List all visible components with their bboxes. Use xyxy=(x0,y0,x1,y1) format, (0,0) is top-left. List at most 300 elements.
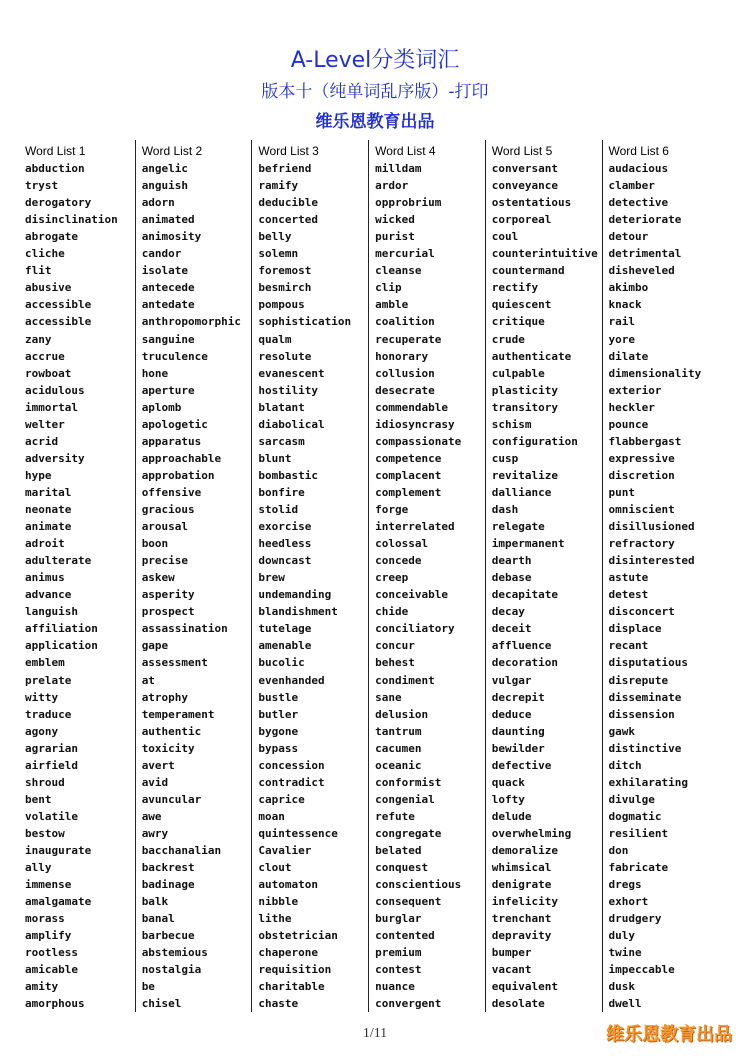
vocabulary-word: disinclination xyxy=(25,213,118,227)
vocabulary-word: counterintuitive xyxy=(491,247,598,261)
vocabulary-word: conquest xyxy=(375,861,429,875)
vocabulary-word: disheveled xyxy=(608,264,675,278)
vocabulary-word: disputatious xyxy=(608,656,688,670)
word-list-title: Word List 4 xyxy=(375,144,436,158)
vocabulary-word: conversant xyxy=(491,162,559,175)
vocabulary-word: behest xyxy=(375,656,415,670)
vocabulary-word: rowboat xyxy=(25,366,72,380)
vocabulary-word: competence xyxy=(375,451,442,465)
vocabulary-word: bonfire xyxy=(258,485,305,499)
vocabulary-word: twine xyxy=(608,946,642,960)
vocabulary-word: contradict xyxy=(258,775,325,789)
vocabulary-word: cacumen xyxy=(375,741,422,755)
vocabulary-word: coul xyxy=(491,230,519,244)
vocabulary-word: conformist xyxy=(375,775,442,789)
vocabulary-word: critique xyxy=(491,315,545,329)
vocabulary-word: disconcert xyxy=(608,605,675,619)
vocabulary-word: drudgery xyxy=(608,912,662,926)
vocabulary-word: disseminate xyxy=(608,690,682,704)
vocabulary-word: knack xyxy=(608,298,642,312)
vocabulary-word: obstetrician xyxy=(258,929,338,943)
vocabulary-word: heckler xyxy=(608,400,655,414)
vocabulary-word: barbecue xyxy=(141,929,195,943)
vocabulary-word: nibble xyxy=(258,895,299,909)
vocabulary-word: consequent xyxy=(375,895,442,909)
vocabulary-word: angelic xyxy=(141,162,189,175)
vocabulary-word: brew xyxy=(258,571,285,585)
vocabulary-word: aperture xyxy=(141,383,195,397)
vocabulary-word: hone xyxy=(141,366,169,380)
vocabulary-word: disillusioned xyxy=(608,520,695,534)
vocabulary-word: sanguine xyxy=(141,332,195,346)
vocabulary-word: avert xyxy=(141,758,175,772)
vocabulary-word: chaperone xyxy=(258,946,318,960)
vocabulary-word: punt xyxy=(608,485,635,499)
vocabulary-word: welter xyxy=(25,417,65,431)
vocabulary-word: butler xyxy=(258,707,299,721)
vocabulary-word: agrarian xyxy=(25,741,78,755)
vocabulary-word: flabbergast xyxy=(608,434,682,448)
vocabulary-word: plasticity xyxy=(491,383,559,397)
vocabulary-word: avuncular xyxy=(141,792,202,806)
vocabulary-word: fabricate xyxy=(608,861,669,875)
vocabulary-word: quiescent xyxy=(491,298,552,312)
vocabulary-word: commendable xyxy=(375,400,448,414)
vocabulary-word: prospect xyxy=(141,605,195,619)
vocabulary-word: antecede xyxy=(141,281,195,295)
vocabulary-word: assassination xyxy=(141,622,228,636)
vocabulary-word: airfield xyxy=(25,758,78,772)
vocabulary-word: antedate xyxy=(141,298,195,312)
vocabulary-word: foremost xyxy=(258,264,312,278)
vocabulary-word: animated xyxy=(141,213,195,227)
vocabulary-word: askew xyxy=(141,571,175,585)
vocabulary-word: infelicity xyxy=(491,895,559,909)
vocabulary-word: neonate xyxy=(25,503,72,516)
vocabulary-word: bombastic xyxy=(258,468,318,482)
vocabulary-word: ally xyxy=(25,861,52,875)
publisher-watermark: 维乐恩教育出品 xyxy=(606,1024,732,1045)
word-list-column xyxy=(370,140,487,1012)
vocabulary-word: conscientious xyxy=(375,878,462,892)
vocabulary-word: concession xyxy=(258,758,325,772)
vocabulary-word: disrepute xyxy=(608,673,669,687)
vocabulary-word: belated xyxy=(375,844,422,857)
vocabulary-word: bacchanalian xyxy=(141,844,222,857)
vocabulary-word: dalliance xyxy=(491,485,552,499)
vocabulary-word: wicked xyxy=(375,213,415,227)
vocabulary-word: tantrum xyxy=(375,724,422,738)
vocabulary-word: denigrate xyxy=(491,878,552,892)
vocabulary-word: ramify xyxy=(258,179,299,193)
vocabulary-word: assessment xyxy=(141,656,208,670)
vocabulary-word: volatile xyxy=(25,809,78,823)
vocabulary-word: apparatus xyxy=(141,434,202,448)
document-title: A-Level分类词汇 xyxy=(290,48,460,73)
vocabulary-word: deteriorate xyxy=(608,213,682,227)
vocabulary-word: impeccable xyxy=(608,963,675,977)
vocabulary-word: heedless xyxy=(258,537,312,551)
vocabulary-word: amenable xyxy=(258,639,312,653)
vocabulary-word: adulterate xyxy=(25,554,92,568)
vocabulary-word: isolate xyxy=(141,264,189,278)
vocabulary-word: conceivable xyxy=(375,588,448,602)
vocabulary-word: shroud xyxy=(25,775,65,789)
vocabulary-word: abrogate xyxy=(25,230,78,244)
vocabulary-word: defective xyxy=(491,758,552,772)
vocabulary-word: distinctive xyxy=(608,741,682,755)
vocabulary-word: quack xyxy=(491,775,525,789)
vocabulary-word: toxicity xyxy=(141,741,195,755)
vocabulary-word: witty xyxy=(25,690,59,704)
vocabulary-word: blandishment xyxy=(258,605,338,619)
vocabulary-word: acrid xyxy=(25,434,59,448)
vocabulary-word: marital xyxy=(25,485,72,499)
column-divider xyxy=(368,140,369,1012)
vocabulary-word: languish xyxy=(25,605,78,619)
vocabulary-word: bestow xyxy=(25,826,65,840)
vocabulary-word: accessible xyxy=(25,315,92,329)
vocabulary-word: divulge xyxy=(608,792,655,806)
vocabulary-word: atrophy xyxy=(141,690,189,704)
vocabulary-word: rail xyxy=(608,315,635,329)
page-number: 1/11 xyxy=(362,1026,388,1041)
vocabulary-word: dearth xyxy=(491,554,532,568)
word-list-title: Word List 6 xyxy=(608,144,669,158)
vocabulary-word: gracious xyxy=(141,503,195,516)
word-list-column xyxy=(253,140,370,1012)
vocabulary-word: anguish xyxy=(141,179,189,193)
vocabulary-word: amble xyxy=(375,298,409,312)
vocabulary-word: delusion xyxy=(375,707,429,721)
vocabulary-word: purist xyxy=(375,230,415,244)
vocabulary-word: exhort xyxy=(608,895,649,909)
vocabulary-word: abusive xyxy=(25,281,72,295)
vocabulary-word: arousal xyxy=(141,520,189,534)
vocabulary-word: delude xyxy=(491,809,532,823)
vocabulary-word: crude xyxy=(491,332,525,346)
vocabulary-word: aplomb xyxy=(141,400,182,414)
vocabulary-word: inaugurate xyxy=(25,844,92,857)
vocabulary-word: opprobrium xyxy=(375,196,442,210)
vocabulary-word: depravity xyxy=(491,929,552,943)
vocabulary-word: blunt xyxy=(258,451,292,465)
vocabulary-word: cusp xyxy=(491,451,519,465)
vocabulary-word: contented xyxy=(375,929,435,943)
vocabulary-word: forge xyxy=(375,503,409,516)
vocabulary-word: disinterested xyxy=(608,554,695,568)
vocabulary-word: amplify xyxy=(25,929,72,943)
vocabulary-word: don xyxy=(608,844,629,857)
vocabulary-word: solemn xyxy=(258,247,299,261)
vocabulary-word: decrepit xyxy=(491,690,545,704)
vocabulary-word: equivalent xyxy=(491,980,559,994)
vocabulary-word: decapitate xyxy=(491,588,559,602)
vocabulary-word: duly xyxy=(608,929,635,943)
vocabulary-word: burglar xyxy=(375,912,422,926)
vocabulary-word: interrelated xyxy=(375,520,455,534)
vocabulary-word: dilate xyxy=(608,349,649,363)
vocabulary-word: chide xyxy=(375,605,409,619)
vocabulary-word: oceanic xyxy=(375,758,422,772)
vocabulary-word: concur xyxy=(375,639,415,653)
vocabulary-word: immortal xyxy=(25,400,78,414)
vocabulary-word: coalition xyxy=(375,315,435,329)
vocabulary-word: animate xyxy=(25,520,72,534)
vocabulary-word: exorcise xyxy=(258,520,312,534)
vocabulary-word: caprice xyxy=(258,792,305,806)
vocabulary-word: congregate xyxy=(375,826,442,840)
vocabulary-word: recant xyxy=(608,639,649,653)
vocabulary-word: zany xyxy=(25,332,52,346)
vocabulary-word: candor xyxy=(141,247,182,261)
vocabulary-word: daunting xyxy=(491,724,545,738)
vocabulary-word: authentic xyxy=(141,724,202,738)
vocabulary-word: whimsical xyxy=(491,861,552,875)
vocabulary-word: offensive xyxy=(141,485,202,499)
column-divider xyxy=(602,140,603,1012)
vocabulary-word: culpable xyxy=(491,366,545,380)
vocabulary-word: contest xyxy=(375,963,422,977)
vocabulary-word: yore xyxy=(608,332,635,346)
vocabulary-word: overwhelming xyxy=(491,826,572,840)
vocabulary-word: clamber xyxy=(608,179,655,193)
vocabulary-word: complement xyxy=(375,485,442,499)
vocabulary-word: ostentatious xyxy=(491,196,572,210)
vocabulary-word: deducible xyxy=(258,196,318,210)
vocabulary-word: affluence xyxy=(491,639,552,653)
word-list-title: Word List 2 xyxy=(141,144,203,158)
document-header xyxy=(0,44,750,136)
vocabulary-word: sane xyxy=(375,690,402,704)
vocabulary-word: premium xyxy=(375,946,422,960)
vocabulary-word: astute xyxy=(608,571,649,585)
vocabulary-word: Cavalier xyxy=(258,844,312,857)
vocabulary-word: detective xyxy=(608,196,669,210)
vocabulary-word: avid xyxy=(141,775,169,789)
vocabulary-word: conciliatory xyxy=(375,622,455,636)
vocabulary-word: displace xyxy=(608,622,662,636)
vocabulary-word: chaste xyxy=(258,997,299,1011)
vocabulary-word: detest xyxy=(608,588,649,602)
vocabulary-word: schism xyxy=(491,417,532,431)
vocabulary-word: hostility xyxy=(258,383,318,397)
vocabulary-word: blatant xyxy=(258,400,305,414)
vocabulary-word: dash xyxy=(491,503,519,516)
vocabulary-word: ardor xyxy=(375,179,409,193)
vocabulary-word: adorn xyxy=(141,196,175,210)
vocabulary-word: adroit xyxy=(25,537,65,551)
word-list-title: Word List 5 xyxy=(491,144,553,158)
vocabulary-word: downcast xyxy=(258,554,312,568)
vocabulary-word: pompous xyxy=(258,298,305,312)
vocabulary-word: affiliation xyxy=(25,622,98,636)
vocabulary-word: agony xyxy=(25,724,59,738)
vocabulary-word: relegate xyxy=(491,520,545,534)
vocabulary-word: impermanent xyxy=(491,537,565,551)
vocabulary-word: anthropomorphic xyxy=(141,315,242,329)
word-list-title: Word List 1 xyxy=(25,144,86,158)
vocabulary-word: decay xyxy=(491,605,525,619)
vocabulary-word: charitable xyxy=(258,980,325,994)
vocabulary-word: mercurial xyxy=(375,247,435,261)
vocabulary-word: banal xyxy=(141,912,175,926)
vocabulary-word: complacent xyxy=(375,468,442,482)
vocabulary-word: bygone xyxy=(258,724,299,738)
vocabulary-word: amicable xyxy=(25,963,78,977)
vocabulary-word: lithe xyxy=(258,912,292,926)
vocabulary-word: morass xyxy=(25,912,65,926)
vocabulary-word: apologetic xyxy=(141,417,208,431)
vocabulary-word: refractory xyxy=(608,537,675,551)
column-divider xyxy=(251,140,252,1012)
vocabulary-word: honorary xyxy=(375,349,429,363)
vocabulary-word: vulgar xyxy=(491,673,532,687)
vocabulary-word: prelate xyxy=(25,673,72,687)
vocabulary-word: nuance xyxy=(375,980,415,994)
vocabulary-word: undemanding xyxy=(258,588,332,602)
vocabulary-word: trenchant xyxy=(491,912,552,926)
vocabulary-word: pounce xyxy=(608,417,649,431)
vocabulary-word: cliche xyxy=(25,247,65,261)
vocabulary-word: acidulous xyxy=(25,383,85,397)
vocabulary-word: accrue xyxy=(25,349,65,363)
vocabulary-word: idiosyncrasy xyxy=(375,417,455,431)
vocabulary-word: bewilder xyxy=(491,741,545,755)
vocabulary-word: requisition xyxy=(258,963,332,977)
word-list-column xyxy=(487,140,604,1012)
vocabulary-word: gawk xyxy=(608,724,635,738)
vocabulary-word: compassionate xyxy=(375,434,462,448)
word-list-columns xyxy=(20,140,730,1012)
vocabulary-word: convergent xyxy=(375,997,442,1011)
vocabulary-word: animus xyxy=(25,571,65,585)
column-divider xyxy=(135,140,136,1012)
vocabulary-word: configuration xyxy=(491,434,578,448)
vocabulary-word: clip xyxy=(375,281,402,295)
vocabulary-word: traduce xyxy=(25,707,72,721)
vocabulary-word: dregs xyxy=(608,878,642,892)
vocabulary-word: authenticate xyxy=(491,349,572,363)
word-list-column xyxy=(20,140,137,1012)
vocabulary-word: dissension xyxy=(608,707,675,721)
vocabulary-word: detrimental xyxy=(608,247,682,261)
word-list-column xyxy=(137,140,254,1012)
vocabulary-word: audacious xyxy=(608,162,669,175)
vocabulary-word: diabolical xyxy=(258,417,325,431)
word-list-column xyxy=(604,140,721,1012)
vocabulary-word: milldam xyxy=(375,162,422,175)
vocabulary-word: bent xyxy=(25,792,52,806)
vocabulary-word: rootless xyxy=(25,946,78,960)
vocabulary-word: resolute xyxy=(258,349,312,363)
vocabulary-word: ditch xyxy=(608,758,642,772)
vocabulary-word: application xyxy=(25,639,98,653)
vocabulary-word: cleanse xyxy=(375,264,422,278)
vocabulary-word: sophistication xyxy=(258,315,352,329)
vocabulary-word: concerted xyxy=(258,213,318,227)
vocabulary-word: revitalize xyxy=(491,468,559,482)
vocabulary-word: deceit xyxy=(491,622,532,636)
word-list-title: Word List 3 xyxy=(258,144,319,158)
vocabulary-word: flit xyxy=(25,264,52,278)
vocabulary-word: decoration xyxy=(491,656,559,670)
vocabulary-word: condiment xyxy=(375,673,435,687)
vocabulary-word: amorphous xyxy=(25,997,85,1011)
vocabulary-word: omniscient xyxy=(608,503,675,516)
vocabulary-word: awry xyxy=(141,826,169,840)
vocabulary-word: discretion xyxy=(608,468,675,482)
vocabulary-word: qualm xyxy=(258,332,292,346)
document-subtitle: 版本十（纯单词乱序版）-打印 xyxy=(261,82,489,102)
vocabulary-word: bustle xyxy=(258,690,299,704)
vocabulary-word: approachable xyxy=(141,451,222,465)
vocabulary-word: boon xyxy=(141,537,169,551)
vocabulary-word: quintessence xyxy=(258,826,338,840)
vocabulary-word: refute xyxy=(375,809,415,823)
vocabulary-word: nostalgia xyxy=(141,963,202,977)
vocabulary-word: debase xyxy=(491,571,532,585)
vocabulary-word: sarcasm xyxy=(258,434,305,448)
vocabulary-word: conveyance xyxy=(491,179,559,193)
vocabulary-word: expressive xyxy=(608,451,675,465)
vocabulary-word: creep xyxy=(375,571,409,585)
vocabulary-word: approbation xyxy=(141,468,215,482)
vocabulary-word: deduce xyxy=(491,707,532,721)
vocabulary-word: desolate xyxy=(491,997,545,1011)
vocabulary-word: befriend xyxy=(258,162,312,175)
vocabulary-word: at xyxy=(141,673,155,687)
vocabulary-word: colossal xyxy=(375,537,429,551)
vocabulary-word: balk xyxy=(141,895,169,909)
vocabulary-word: evenhanded xyxy=(258,673,325,687)
vocabulary-word: dwell xyxy=(608,997,642,1011)
vocabulary-word: vacant xyxy=(491,963,532,977)
vocabulary-word: bumper xyxy=(491,946,532,960)
vocabulary-word: exhilarating xyxy=(608,775,688,789)
vocabulary-word: countermand xyxy=(491,264,565,278)
vocabulary-word: backrest xyxy=(141,861,195,875)
vocabulary-word: abstemious xyxy=(141,946,208,960)
vocabulary-word: be xyxy=(141,980,155,994)
vocabulary-word: congenial xyxy=(375,792,435,806)
vocabulary-word: rectify xyxy=(491,281,539,295)
vocabulary-word: concede xyxy=(375,554,422,568)
vocabulary-word: detour xyxy=(608,230,649,244)
vocabulary-word: amity xyxy=(25,980,59,994)
vocabulary-word: asperity xyxy=(141,588,195,602)
vocabulary-word: desecrate xyxy=(375,383,435,397)
vocabulary-word: badinage xyxy=(141,878,195,892)
column-divider xyxy=(485,140,486,1012)
vocabulary-word: exterior xyxy=(608,383,662,397)
vocabulary-word: corporeal xyxy=(491,213,552,227)
vocabulary-word: accessible xyxy=(25,298,92,312)
vocabulary-word: besmirch xyxy=(258,281,312,295)
publisher-line: 维乐恩教育出品 xyxy=(315,112,435,132)
vocabulary-word: abduction xyxy=(25,162,85,175)
vocabulary-word: temperament xyxy=(141,707,215,721)
vocabulary-word: bucolic xyxy=(258,656,305,670)
vocabulary-word: demoralize xyxy=(491,844,559,857)
vocabulary-word: tryst xyxy=(25,179,59,193)
vocabulary-word: gape xyxy=(141,639,169,653)
vocabulary-word: clout xyxy=(258,861,292,875)
vocabulary-word: resilient xyxy=(608,826,669,840)
vocabulary-word: chisel xyxy=(141,997,182,1011)
vocabulary-word: dogmatic xyxy=(608,809,662,823)
vocabulary-word: collusion xyxy=(375,366,435,380)
